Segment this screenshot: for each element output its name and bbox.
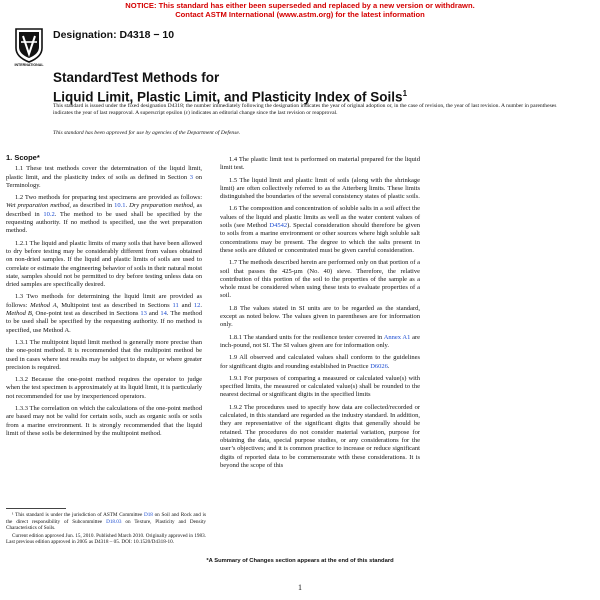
d6026-link[interactable]: D6026 xyxy=(370,362,388,370)
right-column xyxy=(220,156,420,474)
notice-line-1: NOTICE: This standard has either been superseded and replaced by a new version or withdrawn. xyxy=(125,1,475,10)
d18-03-link[interactable]: D18.03 xyxy=(106,518,122,525)
section-10-2-link[interactable]: 10.2 xyxy=(43,210,55,218)
section-10-1-link[interactable]: 10.1 xyxy=(114,202,126,210)
d18-link[interactable]: D18 xyxy=(143,512,153,518)
section-12-link[interactable]: 12 xyxy=(193,301,201,309)
designation: Designation: D4318 − 10 xyxy=(53,29,175,41)
notice-banner xyxy=(0,1,600,19)
left-column xyxy=(6,154,202,442)
paragraph-1-2: 1.2 Two methods for preparing test specimens are provided as follows: Wet preparation method, as described in 10.1. Dry preparation method, as described in 10.2. The method to be used shall be specified by the requesting authority. If no method is specified, use the wet preparation method. xyxy=(6,194,203,235)
astm-logo-icon xyxy=(13,26,45,68)
standard-note: This standard is issued under the fixed designation D4318; the number immediately following the designation indicates the year of original adoption or, in the case of revision, the year of last revision. A number in parentheses indicates the year of last reapproval. A superscript epsilon (ε) indicates an editorial change since the last revision or reapproval. xyxy=(53,103,557,117)
section-3-link[interactable]: 3 xyxy=(189,173,193,181)
paragraph-1-6: 1.6 The composition and concentration of soluble salts in a soil affect the values of the liquid and plastic limits as well as the water content values of soils (see Method D4542). Special consideration should therefore be given to soils from a marine environment or other sources where high soluble salt concentrations may be present. The degree to which the salts present in these soils are diluted or concentrated must be given careful consideration. xyxy=(220,205,420,254)
logo-text: INTERNATIONAL xyxy=(14,63,44,67)
paragraph-1-3: 1.3 Two methods for determining the liquid limit are provided as follows: Method A, Multipoint test as described in Sections 11 and 12. Method B, One-point test as described in Sections 13 and 14. The method to be used shall be specified by the requesting authority. If no method is specified, use Method A. xyxy=(6,293,202,334)
paragraph-1-9: 1.9 All observed and calculated values shall conform to the guidelines for significant digits and rounding established in Practice D6026. xyxy=(220,354,420,370)
title-line-2-text: Liquid Limit, Plastic Limit, and Plasticity Index of Soils xyxy=(53,89,403,105)
paragraph-1-1: 1.1 These test methods cover the determination of the liquid limit, plastic limit, and the plasticity index of soils as defined in Section 3 on Terminology. xyxy=(6,165,203,189)
paragraph-1-9-1: 1.9.1 For purposes of comparing a measured or calculated value(s) with specified limits, the measured or calculated value(s) shall be rounded to the nearest decimal or significant digits in the specified limits xyxy=(220,374,420,399)
annex-a1-link[interactable]: Annex A1 xyxy=(383,333,411,341)
scope-heading: 1. Scope* xyxy=(6,153,40,162)
section-14-link[interactable]: 14 xyxy=(160,310,167,318)
paragraph-1-2-1: 1.2.1 The liquid and plastic limits of many soils that have been allowed to dry before testing may be considerably different from values obtained on non-dried samples. If the liquid and plastic limits of soils are used to correlate or estimate the engineering behavior of soils in their natural moist state, samples should not be permitted to dry before testing unless data on dried samples are specifically desired. xyxy=(6,239,202,289)
paragraph-1-8: 1.8 The values stated in SI units are to be regarded as the standard, except as noted below. The values given in parentheses are for information only. xyxy=(220,304,420,329)
astm-logo xyxy=(13,26,45,68)
footnote-1: ¹ This standard is under the jurisdiction of ASTM Committee D18 on Soil and Rock and is the direct responsibility of Subcommittee D18.03 on Texture, Plasticity and Density Characteristics of Soils. xyxy=(6,512,206,532)
page-number: 1 xyxy=(298,583,302,592)
section-11-link[interactable]: 11 xyxy=(172,301,179,309)
footnote-divider xyxy=(6,508,66,509)
footnote-edition: Current edition approved Jun. 15, 2010. Published March 2010. Originally approved in 1983. Last previous edition approved in 2005 as D4318 – 05. DOI: 10.1520/D4318-10. xyxy=(6,532,206,546)
title-footnote-mark: 1 xyxy=(402,89,408,98)
paragraph-1-8-1: 1.8.1 The standard units for the resilience tester covered in Annex A1 are inch-pound, not SI. The SI values given are for information only. xyxy=(220,333,421,349)
section-13-link[interactable]: 13 xyxy=(140,310,147,318)
paragraph-1-5: 1.5 The liquid limit and plastic limit of soils (along with the shrinkage limit) are often collectively referred to as the Atterberg limits. These limits distinguished the boundaries of the several consistency states of plastic soils. xyxy=(220,176,420,201)
paragraph-1-3-2: 1.3.2 Because the one-point method requires the operator to judge when the test specimen is approximately at its liquid limit, it is particularly not recommended for use by inexperienced operators. xyxy=(6,376,202,400)
paragraph-1-4: 1.4 The plastic limit test is performed on material prepared for the liquid limit test. xyxy=(220,156,420,172)
approval-note: This standard has been approved for use by agencies of the Department of Defense. xyxy=(53,130,241,136)
paragraph-1-3-3: 1.3.3 The correlation on which the calculations of the one-point method are based may not be valid for certain soils, such as organic soils or soils from a marine environment. It is strongly recommended that the liquid limit of these soils be determined by the multipoint method. xyxy=(6,405,202,437)
document-title xyxy=(53,70,553,106)
footnotes xyxy=(6,512,206,547)
notice-line-2: Contact ASTM International (www.astm.org) for the latest information xyxy=(175,10,425,19)
paragraph-1-9-2: 1.9.2 The procedures used to specify how data are collected/recorded or calculated, in this standard are regarded as the industry standard. In addition, they are representative of the significant digits that generally should be retained. The procedures do not consider material variation, purpose for obtaining the data, special purpose studies, or any considerations for the user’s objectives; and it is common practice to increase or reduce significant digits of reported data to be commensurate with these considerations. It is beyond the scope of this xyxy=(220,403,420,469)
title-line-1: StandardTest Methods for xyxy=(53,70,220,85)
summary-of-changes-note: *A Summary of Changes section appears at the end of this standard xyxy=(206,558,394,564)
d4542-link[interactable]: D4542 xyxy=(269,222,288,230)
paragraph-1-3-1: 1.3.1 The multipoint liquid limit method is generally more precise than the one-point method. It is recommended that the multipoint method be used in cases where test results may be subject to dispute, or where greater precision is required. xyxy=(6,338,202,371)
paragraph-1-7: 1.7 The methods described herein are performed only on that portion of a soil that passes the 425-µm (No. 40) sieve. Therefore, the relative contribution of this portion of the soil to the properties of the sample as a whole must be considered when using these tests to evaluate properties of a soil. xyxy=(220,259,420,300)
